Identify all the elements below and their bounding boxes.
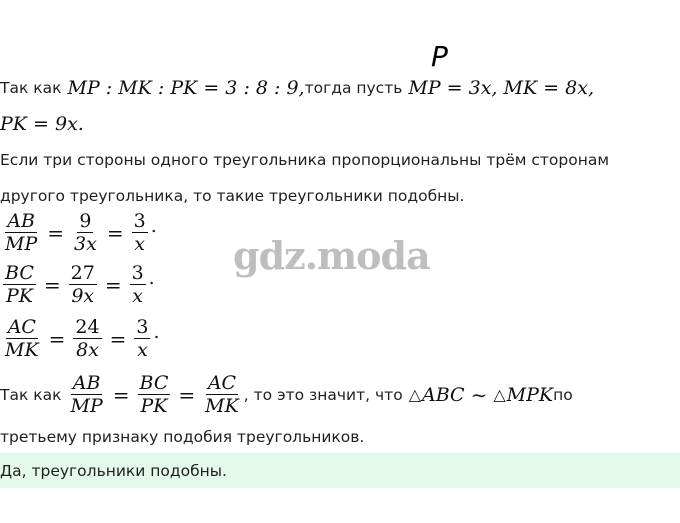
equals-sign: = [104,272,122,297]
fraction-numerator: 24 [75,316,100,338]
fraction-denominator: MP [5,233,38,255]
fraction-ab-mp [68,372,104,417]
fraction-ac-mk [3,316,41,361]
fraction-27-9x [69,262,97,307]
fraction-3-x [130,262,146,307]
fraction-denominator: x [134,233,145,255]
fraction-denominator: MK [205,395,239,417]
theorem-line-2: другого треугольника, то такие треугольники подобны. [0,187,465,205]
fraction-numerator: BC [5,262,34,284]
fraction-denominator: PK [140,395,168,417]
period: . [153,321,160,343]
period: . [148,267,155,289]
ratio-ab-mp [0,210,157,255]
fraction-bc-pk [138,372,171,417]
fraction-numerator: 27 [70,262,95,284]
fraction-numerator: 3 [136,316,149,338]
given-mid: тогда пусть [304,79,403,97]
fraction-numerator: BC [139,372,169,394]
fraction-numerator: AB [72,372,101,394]
fraction-denominator: MP [70,395,103,417]
fraction-bc-pk [3,262,36,307]
similarity-symbol: ∼ [470,382,488,407]
triangle-mpk: MPK [506,383,554,406]
fraction-denominator: PK [5,285,33,307]
answer-text: Да, треугольники подобны. [0,462,227,480]
conclusion-post: по [553,385,573,404]
equals-sign: = [112,382,130,407]
fraction-denominator: 9x [71,285,95,307]
given-pk-line: PK = 9x. [0,113,84,135]
triangle-symbol-icon: △ [408,385,421,404]
figure-label-p: P [431,40,448,73]
given-prefix: Так как [0,79,62,97]
equals-sign: = [178,382,196,407]
fraction-ac-mk [203,372,241,417]
fraction-24-8x [73,316,101,361]
fraction-9-3x [72,210,99,255]
fraction-denominator: MK [5,339,39,361]
equals-sign: = [109,326,127,351]
theorem-line-1: Если три стороны одного треугольника пропорциональны трём сторонам [0,151,610,169]
fraction-3-x [132,210,148,255]
ratio-ac-mk [0,316,160,361]
equals-sign: = [106,220,124,245]
conclusion-mid: , то это значит, что [243,385,403,404]
conclusion-line-2: третьему признаку подобия треугольников. [0,428,365,446]
fraction-denominator: 3x [74,233,97,255]
triangle-abc: ABC [422,383,465,406]
fraction-ab-mp [3,210,39,255]
given-ratio-line [0,77,594,99]
fraction-numerator: AB [7,210,35,232]
given-assignment: MP = 3x, MK = 8x, [408,77,594,99]
fraction-denominator: 8x [76,339,99,361]
triangle-symbol-icon: △ [493,385,506,404]
period: . [150,215,157,237]
fraction-numerator: 9 [79,210,92,232]
fraction-numerator: 3 [133,210,146,232]
given-ratio: MP : MK : PK = 3 : 8 : 9, [67,77,305,99]
fraction-numerator: 3 [131,262,144,284]
fraction-numerator: AC [7,316,36,338]
conclusion-line-1 [0,372,573,417]
equals-sign: = [48,326,66,351]
fraction-numerator: AC [207,372,237,394]
fraction-denominator: x [132,285,143,307]
ratio-bc-pk [0,262,155,307]
fraction-denominator: x [137,339,148,361]
equals-sign: = [43,272,61,297]
watermark: gdz.moda [233,233,430,278]
conclusion-prefix: Так как [0,385,62,404]
fraction-3-x [134,316,150,361]
equals-sign: = [47,220,65,245]
